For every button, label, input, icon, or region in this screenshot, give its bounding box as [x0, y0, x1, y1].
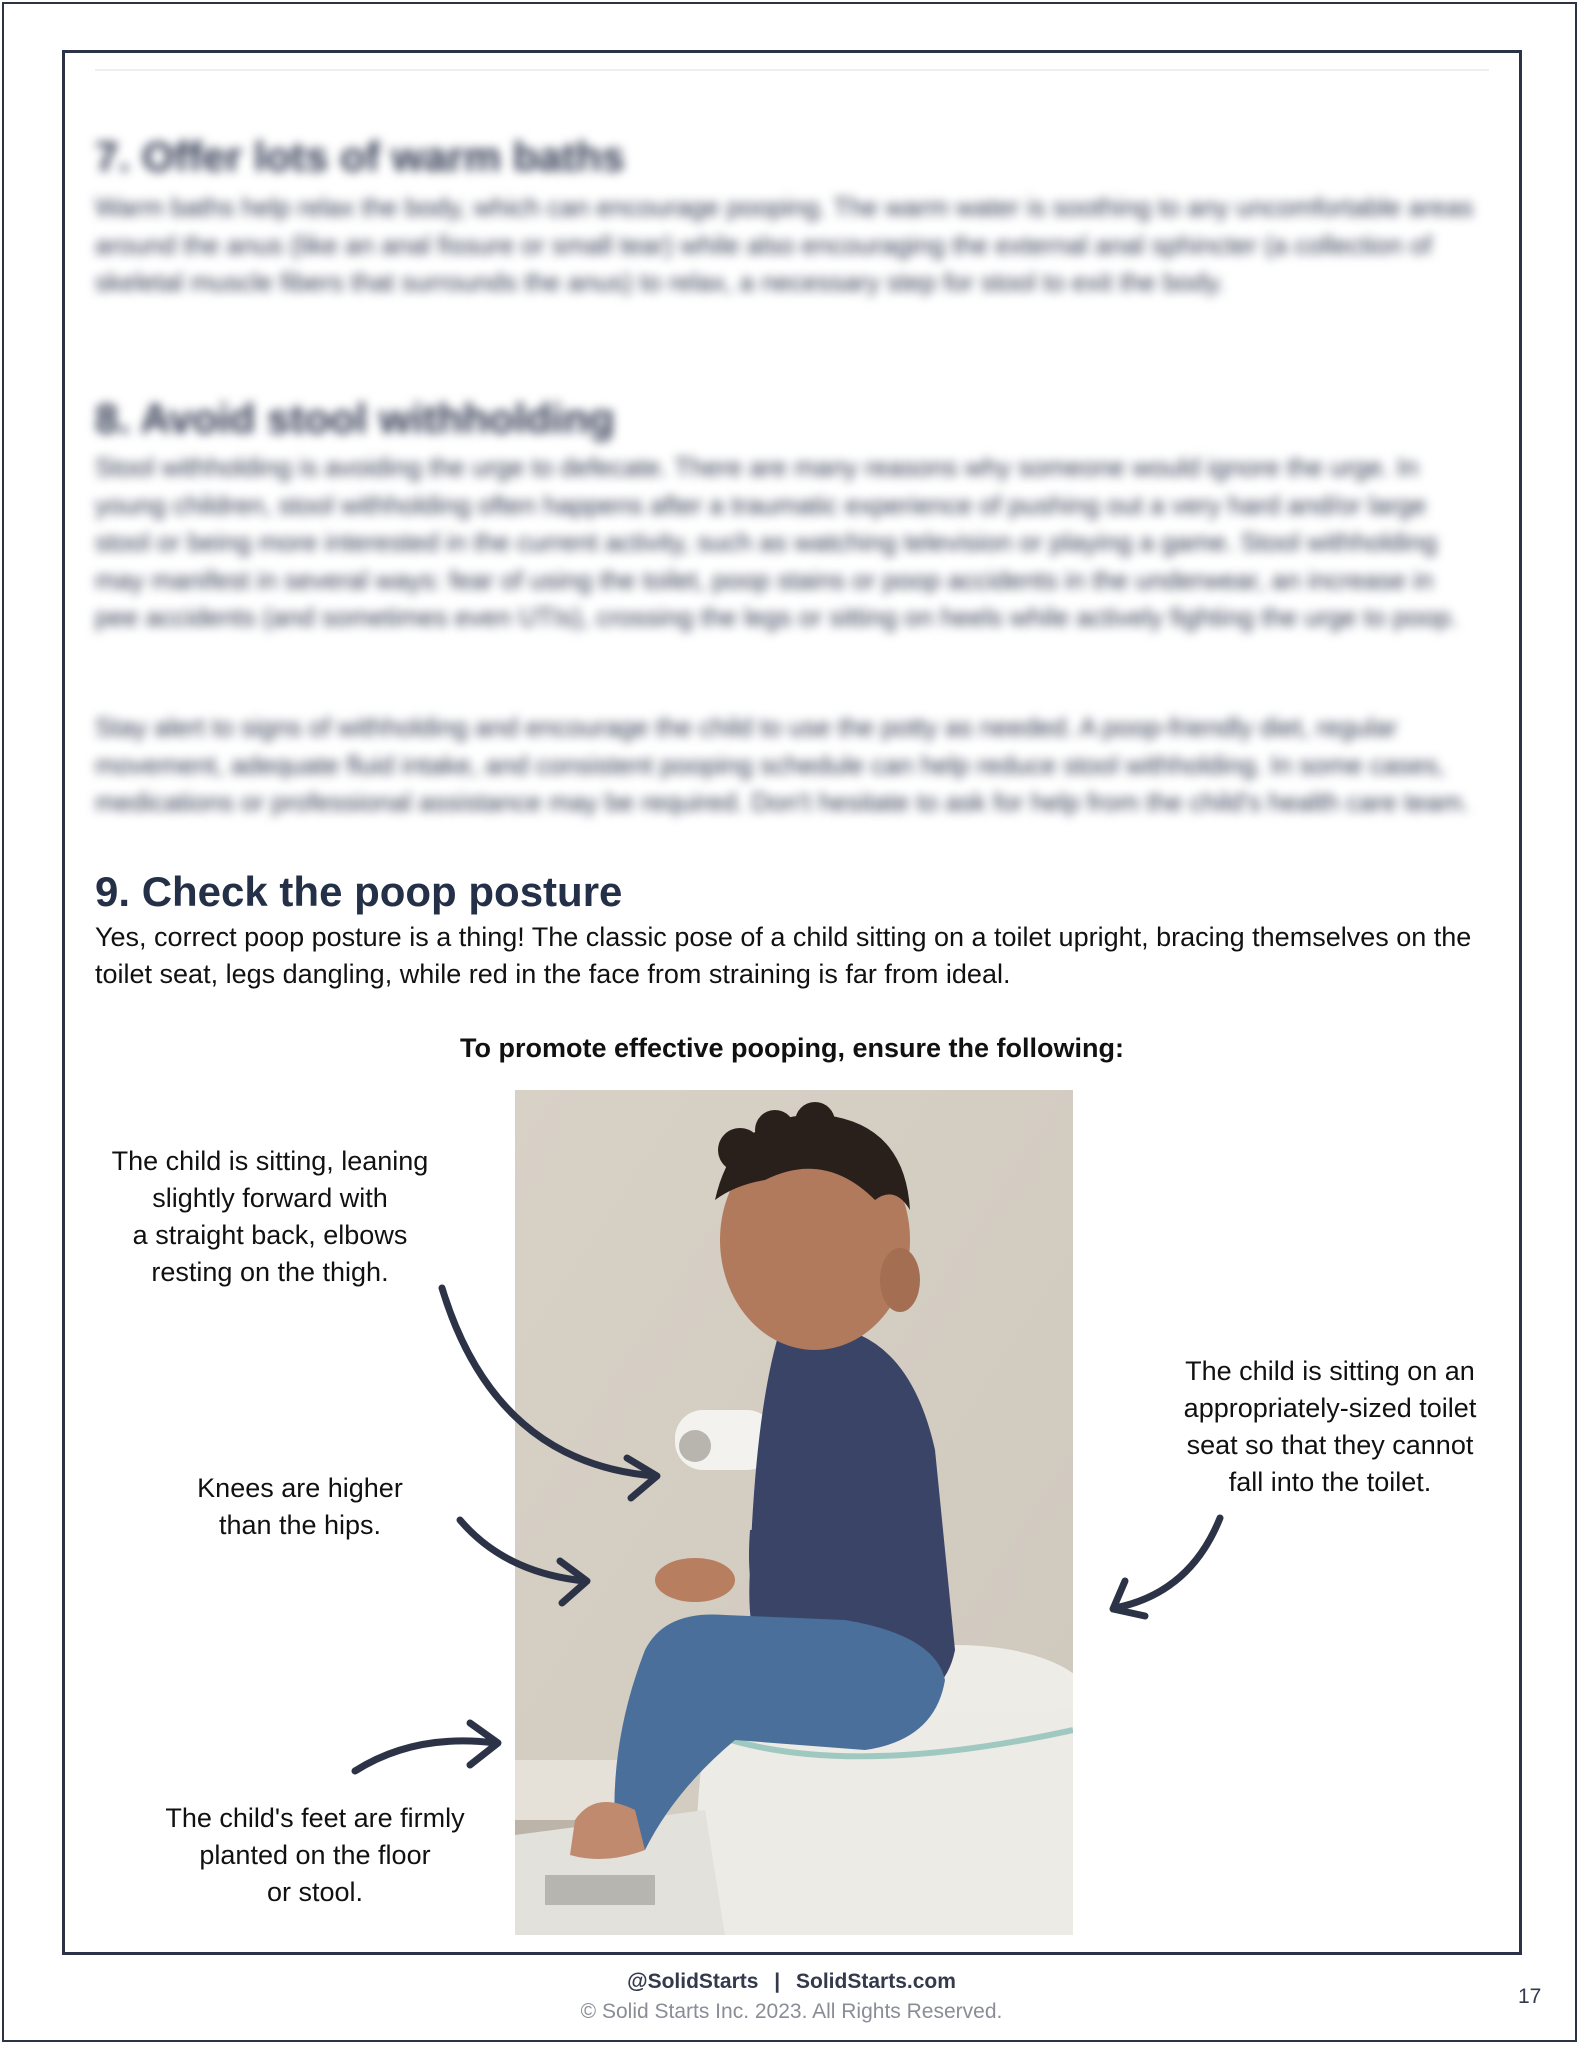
- content-frame: [62, 50, 1522, 1955]
- website-link[interactable]: SolidStarts.com: [796, 1970, 956, 1993]
- caption-toilet-seat: The child is sitting on an appropriately-sized toilet seat so that they cannot fall into the toilet.: [1183, 1356, 1477, 1497]
- arrow-feet-icon: [355, 1741, 495, 1771]
- copyright-notice: © Solid Starts Inc. 2023. All Rights Reserved.: [580, 2000, 1003, 2023]
- section-9-heading: 9. Check the poop posture: [95, 868, 623, 915]
- callout-arrows: [65, 53, 1522, 1955]
- list-intro-heading: To promote effective pooping, ensure the following:: [459, 1033, 1124, 1063]
- section-7-paragraph: Warm baths help relax the body, which can encourage pooping. The warm water is soothing to any uncomfortable areas around the anus (like an anal fissure or small tear) while also encouraging the external anal sphincter (a collection of skeletal muscle fibers that surrounds the anus) to relax, a necessary step for stool to exit the body.: [95, 192, 1474, 297]
- arrow-seat-icon: [1115, 1518, 1220, 1608]
- section-9-body: Yes, correct poop posture is a thing! The classic pose of a child sitting on a toilet upright, bracing themselves on the toilet seat, legs dangling, while red in the face from straining is far from ideal.: [95, 922, 1472, 989]
- footer-links: [0, 1970, 1583, 1994]
- arrow-knees-icon: [460, 1520, 585, 1581]
- section-8-heading: 8. Avoid stool withholding: [95, 395, 615, 442]
- caption-straight-back: The child is sitting, leaning slightly forward with a straight back, elbows resting on the thigh.: [111, 1146, 429, 1287]
- social-handle[interactable]: @SolidStarts: [627, 1970, 759, 1993]
- arrow-back-icon: [442, 1288, 655, 1476]
- caption-feet: The child's feet are firmly planted on the floor or stool.: [165, 1803, 465, 1907]
- caption-knees: Knees are higher than the hips.: [197, 1473, 403, 1540]
- section-8-paragraph-2: Stay alert to signs of withholding and encourage the child to use the potty as needed. A poop-friendly diet, regular movement, adequate fluid intake, and consistent pooping schedule can help reduce stool withholding. In some cases, medications or professional assistance may be required. Don't hesitate to ask for help from the child's health care team.: [95, 712, 1470, 817]
- section-8-paragraph-1: Stool withholding is avoiding the urge to defecate. There are many reasons why someone would ignore the urge. In young children, stool withholding often happens after a traumatic experience of pushing out a very hard and/or large stool or being more interested in the current activity, such as watching television or playing a game. Stool withholding may manifest in several ways: fear of using the toilet, poop stains or poop accidents in the underwear, an increase in pee accidents (and sometimes even UTIs), crossing the legs or sitting on heels while actively fighting the urge to poop.: [95, 452, 1458, 632]
- page-number: 17: [1518, 1985, 1542, 2008]
- footer-separator: |: [774, 1970, 781, 1993]
- section-7-heading: 7. Offer lots of warm baths: [95, 133, 625, 180]
